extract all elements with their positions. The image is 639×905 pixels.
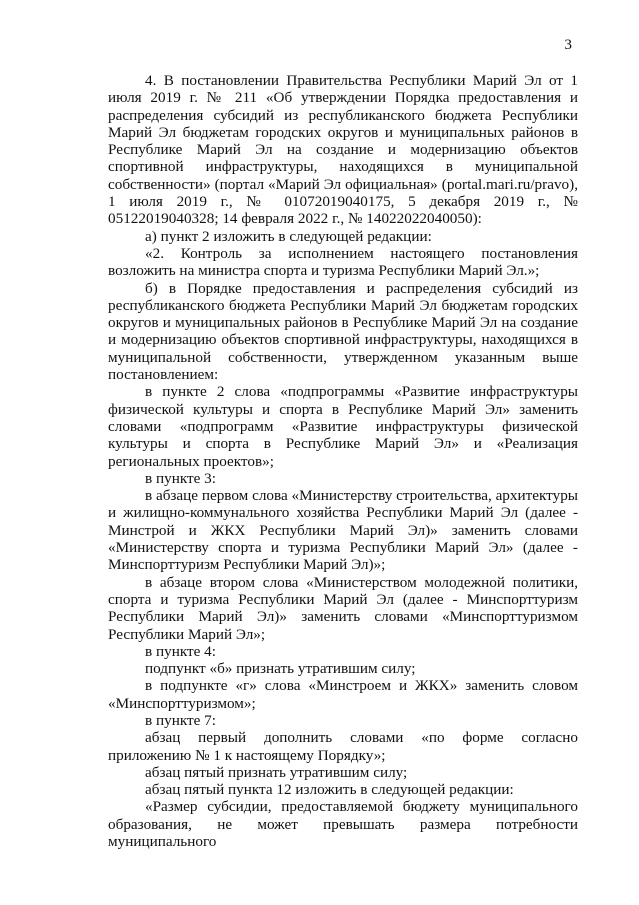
paragraph-point-3-first-abzac: в абзаце первом слова «Министерству строительства, архитектуры и жилищно-коммунального хозяйства Республики Марий Эл (далее - Минстрой и ЖКХ Республики Марий Эл)» заменить словами «Министерству спорта и туризма Республики Марий Эл» (далее - Минспорттуризм Республики Марий Эл)»; (108, 487, 579, 574)
paragraph-point-4-subpoint-g: в подпункте «г» слова «Минстроем и ЖКХ» заменить словом «Минспорттуризмом»; (108, 677, 578, 712)
paragraph-point-3-heading: в пункте 3: (145, 469, 216, 487)
paragraph-point-2: в пункте 2 слова «подпрограммы «Развитие инфраструктуры физической культуры и спорта в Республике Марий Эл» заменить словами «подпрограмм «Развитие инфраструктуры физической культуры и спорта в Республике Марий Эл» и «Реализация региональных проектов»; (108, 383, 578, 470)
paragraph-subitem-b: б) в Порядке предоставления и распределения субсидий из республиканского бюджета Республики Марий Эл бюджетам городских округов и муниципальных районов в Республике Марий Эл на создание и модернизацию объектов спортивной инфраструктуры, находящихся в муниципальной собственности, утвержденном указанным выше постановлением: (108, 279, 578, 384)
paragraph-point-4-subpoint-b: подпункт «б» признать утратившим силу; (145, 660, 416, 678)
paragraph-subsidy-size: «Размер субсидии, предоставляемой бюджету муниципального образования, не может превышать размера потребности муниципального (108, 798, 578, 851)
paragraph-point-7-first-abzac: абзац первый дополнить словами «по форме согласно приложению № 1 к настоящему Порядку»; (108, 729, 578, 764)
paragraph-point-7-fifth-abzac: абзац пятый признать утратившим силу; (145, 763, 408, 781)
paragraph-point-12-fifth-abzac: абзац пятый пункта 12 изложить в следующей редакции: (145, 781, 514, 799)
paragraph-resolution-amendment: 4. В постановлении Правительства Республики Марий Эл от 1 июля 2019 г. № 211 «Об утверждении Порядка предоставления и распределения субсидий из республиканского бюджета Республики Марий Эл бюджетам городских округов и муниципальных районов в Республике Марий Эл на создание и модернизацию объектов спортивной инфраструктуры, находящихся в муниципальной собственности» (портал «Марий Эл официальная» (portal.mari.ru/pravo), 1 июля 2019 г., № 01072019040175, 5 декабря 2019 г., № 05122019040328; 14 февраля 2022 г., № 14022022040050): (108, 72, 578, 228)
paragraph-control-clause: «2. Контроль за исполнением настоящего постановления возложить на министра спорта и туризма Республики Марий Эл.»; (108, 244, 578, 280)
document-body (108, 72, 578, 850)
paragraph-subitem-a: а) пункт 2 изложить в следующей редакции: (145, 227, 432, 245)
page-number: 3 (564, 36, 572, 53)
paragraph-point-4-heading: в пункте 4: (145, 642, 216, 660)
paragraph-point-3-second-abzac: в абзаце втором слова «Министерством молодежной политики, спорта и туризма Республики Марий Эл (далее - Минспорттуризм Республики Марий Эл)» заменить словами «Минспорттуризмом Республики Марий Эл»; (108, 573, 578, 643)
paragraph-point-7-heading: в пункте 7: (145, 711, 216, 729)
